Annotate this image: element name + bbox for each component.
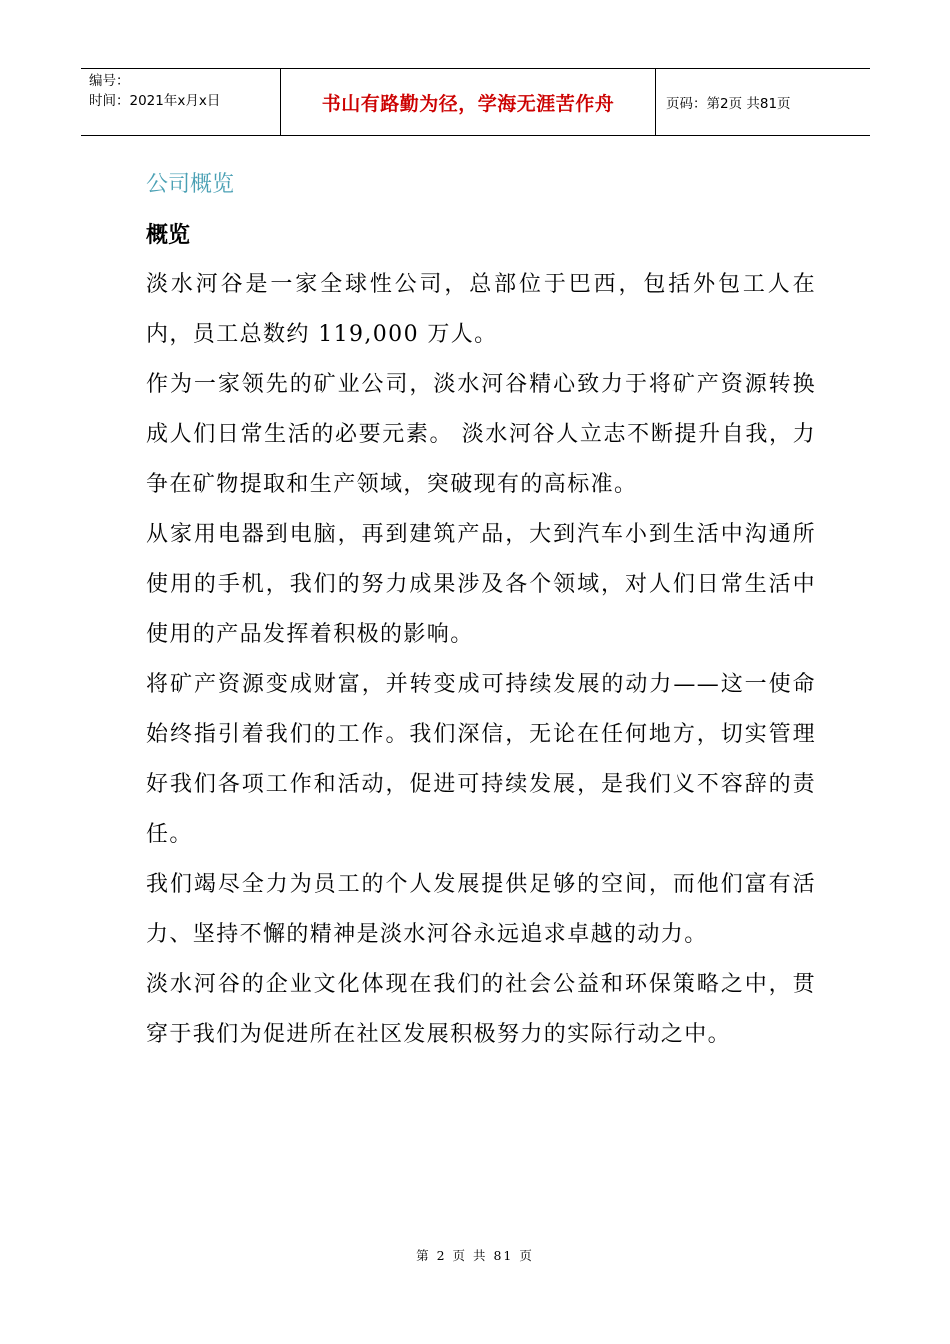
header-motto-cell — [281, 69, 656, 135]
paragraph: 我们竭尽全力为员工的个人发展提供足够的空间，而他们富有活力、坚持不懈的精神是淡水河谷永远追求卓越的动力。 — [146, 872, 816, 947]
section-title: 公司概览 — [146, 172, 235, 197]
header-meta — [81, 69, 281, 135]
serial-label: 编号： — [89, 73, 130, 89]
sub-title: 概览 — [146, 222, 191, 248]
document-body — [146, 160, 816, 1060]
page-header — [81, 68, 870, 136]
header-page-info — [656, 69, 870, 135]
paragraph: 从家用电器到电脑，再到建筑产品，大到汽车小到生活中沟通所使用的手机，我们的努力成果涉及各个领域，对人们日常生活中使用的产品发挥着积极的影响。 — [146, 522, 816, 647]
paragraph: 作为一家领先的矿业公司，淡水河谷精心致力于将矿产资源转换成人们日常生活的必要元素。 淡水河谷人立志不断提升自我，力争在矿物提取和生产领域，突破现有的高标准。 — [146, 372, 816, 497]
paragraph: 淡水河谷的企业文化体现在我们的社会公益和环保策略之中，贯穿于我们为促进所在社区发展积极努力的实际行动之中。 — [146, 972, 816, 1047]
date-label: 时间：2021年x月x日 — [89, 93, 221, 109]
page-footer: 第 2 页 共 81 页 — [416, 1248, 534, 1263]
paragraph: 淡水河谷是一家全球性公司，总部位于巴西，包括外包工人在内，员工总数约 119,000 万人。 — [146, 272, 816, 347]
page-info-text: 页码：第2页 共81页 — [666, 96, 791, 112]
paragraph: 将矿产资源变成财富，并转变成可持续发展的动力——这一使命始终指引着我们的工作。我们深信，无论在任何地方，切实管理好我们各项工作和活动，促进可持续发展，是我们义不容辞的责任。 — [146, 672, 816, 847]
motto-text: 书山有路勤为径，学海无涯苦作舟 — [321, 92, 615, 115]
